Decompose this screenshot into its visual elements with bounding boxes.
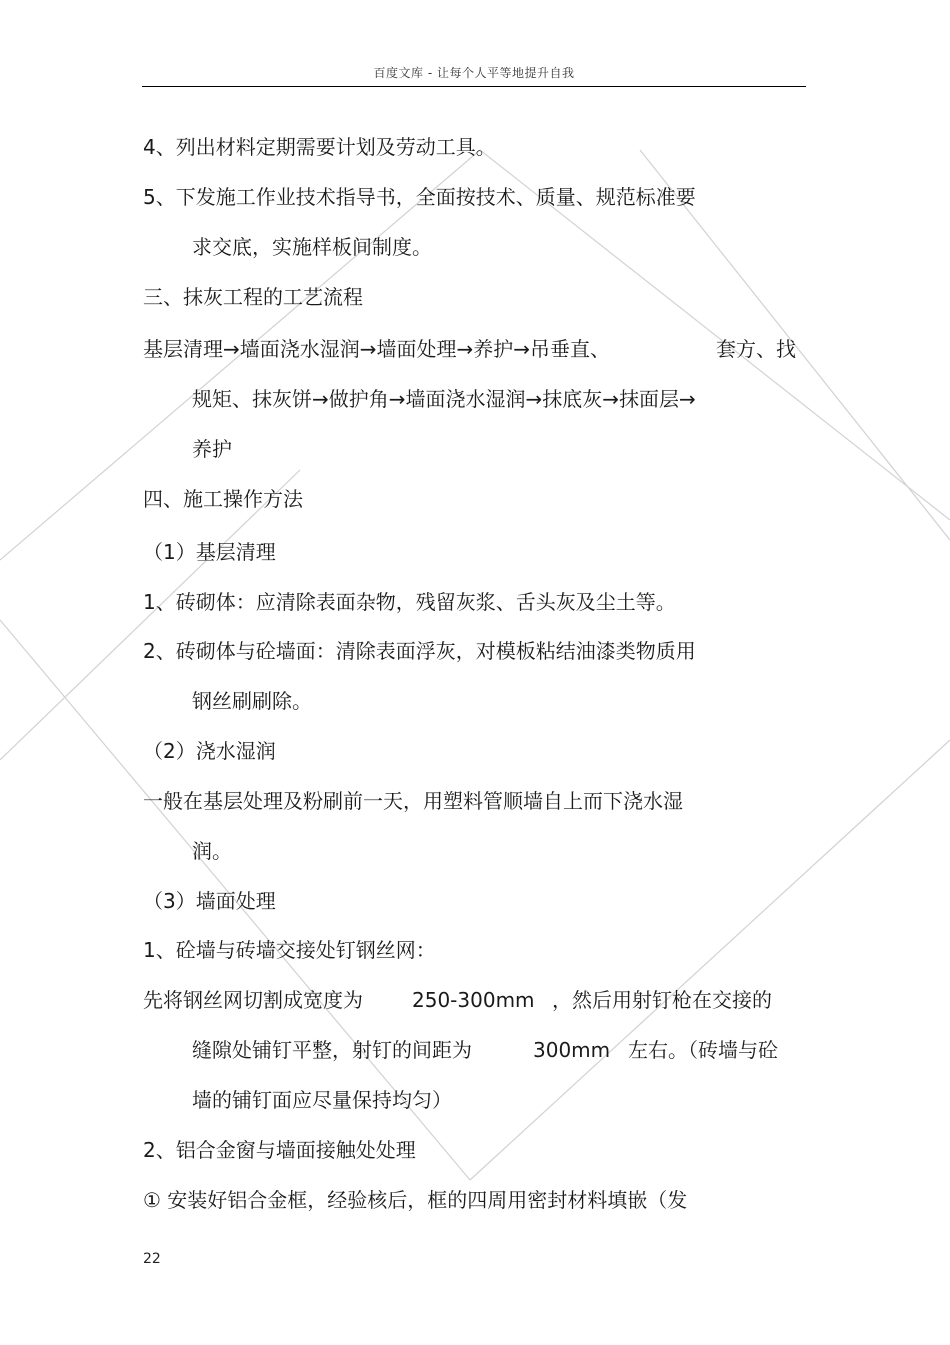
subsection-heading: （1）基层清理 <box>143 540 276 564</box>
text-line: 养护 <box>192 437 232 461</box>
text-line: 墙的铺钉面应尽量保持均匀） <box>192 1088 452 1112</box>
header-divider <box>142 86 806 87</box>
page-number: 22 <box>143 1251 161 1267</box>
page-header: 百度文库 - 让每个人平等地提升自我 <box>373 66 575 80</box>
text-line: 润。 <box>192 839 232 863</box>
text-line: ，然后用射钉枪在交接的 <box>552 988 772 1012</box>
text-line: 求交底，实施样板间制度。 <box>192 235 432 259</box>
text-line: 规矩、抹灰饼→做护角→墙面浇水湿润→抹底灰→抹面层→ <box>192 387 696 411</box>
text-line: 先将钢丝网切割成宽度为 <box>143 988 363 1012</box>
subsection-heading: （2）浇水湿润 <box>143 739 276 763</box>
text-line: 5、下发施工作业技术指导书，全面按技术、质量、规范标准要 <box>143 185 696 209</box>
text-line: 钢丝刷刷除。 <box>192 689 312 713</box>
text-line: 2、砖砌体与砼墙面：清除表面浮灰，对模板粘结油漆类物质用 <box>143 639 696 663</box>
subsection-heading: （3）墙面处理 <box>143 889 276 913</box>
text-line: 套方、找 <box>716 337 796 361</box>
text-line: 一般在基层处理及粉刷前一天，用塑料管顺墙自上而下浇水湿 <box>143 789 683 813</box>
text-line: 缝隙处铺钉平整，射钉的间距为 <box>192 1038 472 1062</box>
text-line: ① 安装好铝合金框，经验核后，框的四周用密封材料填嵌（发 <box>143 1188 688 1212</box>
text-line: 2、铝合金窗与墙面接触处处理 <box>143 1138 416 1162</box>
text-line: 1、砖砌体：应清除表面杂物，残留灰浆、舌头灰及尘土等。 <box>143 590 676 614</box>
section-heading: 四、施工操作方法 <box>143 487 303 511</box>
text-line: 250-300mm <box>412 988 535 1012</box>
text-line: 基层清理→墙面浇水湿润→墙面处理→养护→吊垂直、 <box>143 337 611 361</box>
text-line: 1、砼墙与砖墙交接处钉钢丝网： <box>143 938 436 962</box>
text-line: 左右。（砖墙与砼 <box>628 1038 778 1062</box>
text-line: 4、列出材料定期需要计划及劳动工具。 <box>143 135 496 159</box>
text-line: 300mm <box>533 1038 611 1062</box>
section-heading: 三、抹灰工程的工艺流程 <box>143 285 363 309</box>
